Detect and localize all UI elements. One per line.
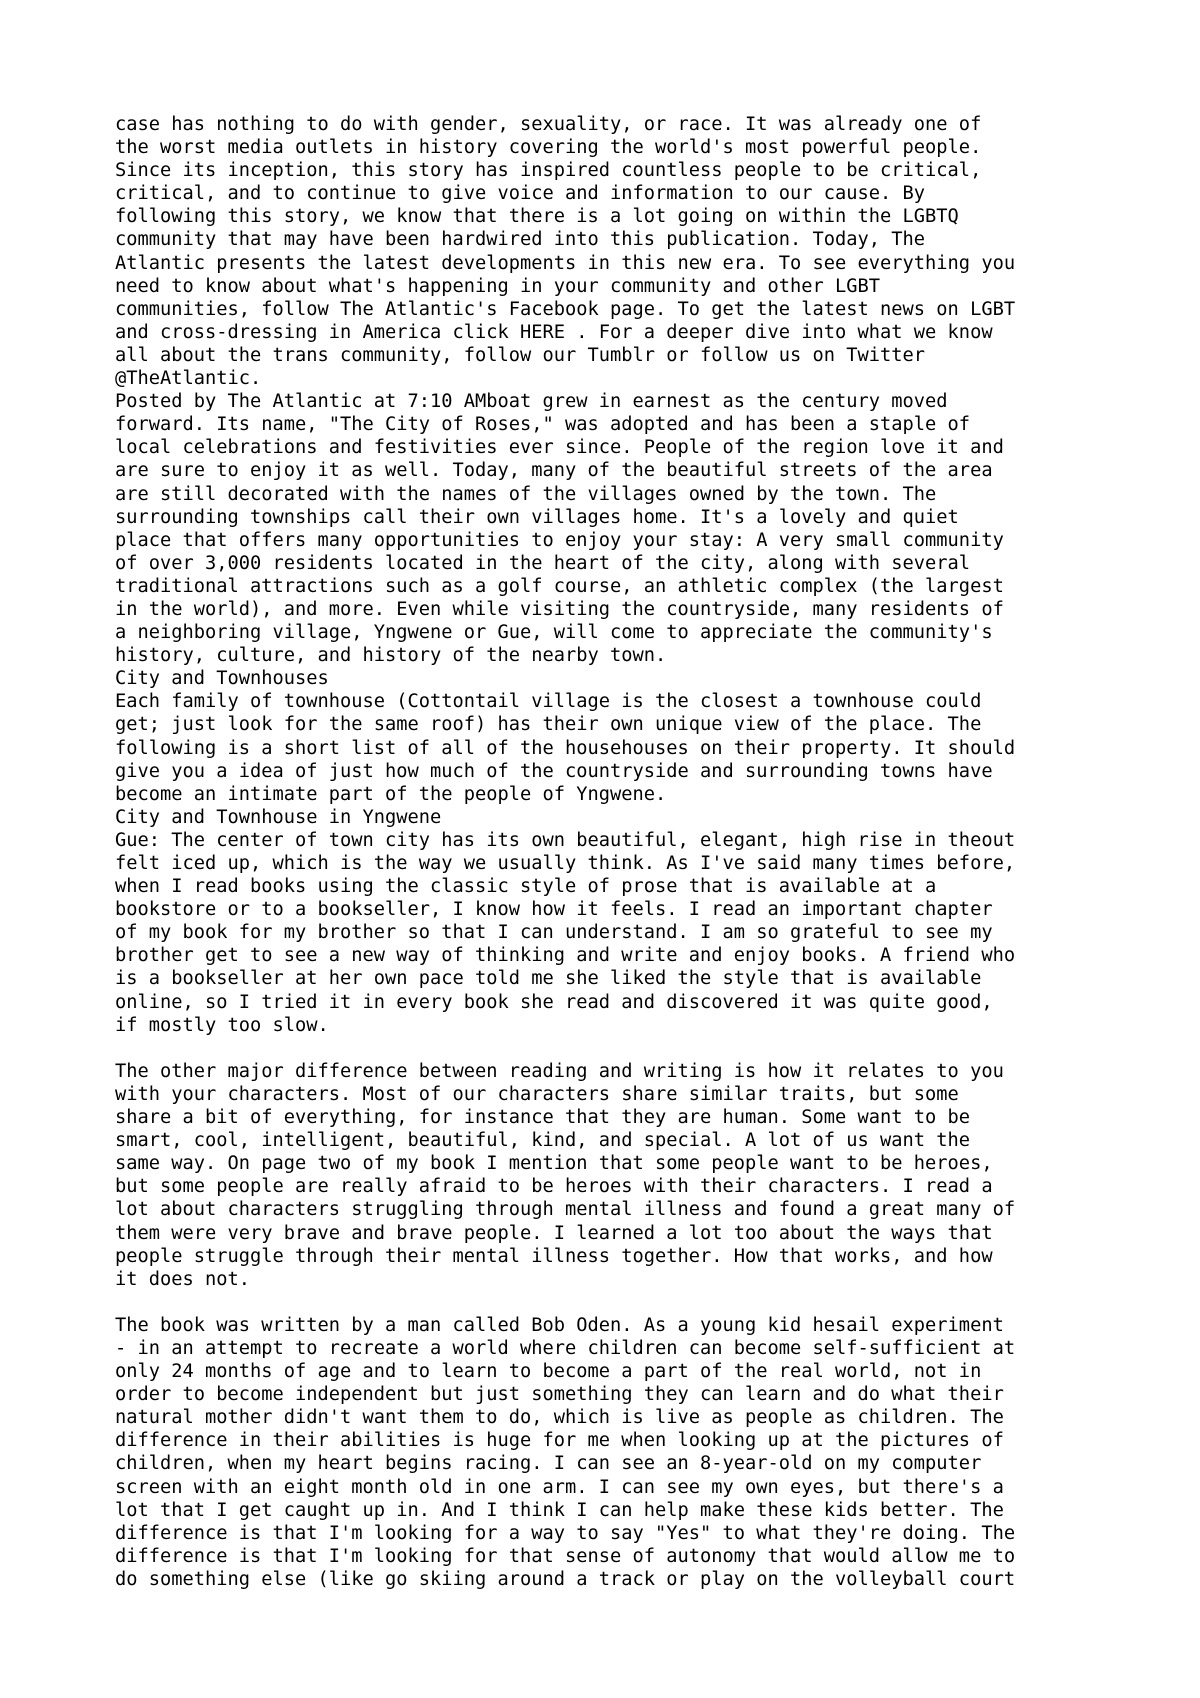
text-line: brother get to see a new way of thinking and write and enjoy books. A friend who bbox=[115, 945, 1016, 967]
text-line: @TheAtlantic. bbox=[115, 368, 262, 390]
text-line: traditional attractions such as a golf course, an athletic complex (the largest bbox=[115, 575, 1004, 597]
text-line: Since its inception, this story has inspired countless people to be critical, bbox=[115, 160, 982, 182]
text-line: The book was written by a man called Bob Oden. As a young kid hesail experiment bbox=[115, 1314, 1004, 1336]
text-line: following this story, we know that there is a lot going on within the LGBTQ bbox=[115, 206, 959, 228]
section-heading bbox=[115, 667, 1115, 690]
text-line: of my book for my brother so that I can understand. I am so grateful to see my bbox=[115, 922, 993, 944]
text-line: place that offers many opportunities to enjoy your stay: A very small community bbox=[115, 529, 1004, 551]
body-paragraph bbox=[115, 390, 1115, 667]
text-line: share a bit of everything, for instance that they are human. Some want to be bbox=[115, 1107, 971, 1129]
text-line: same way. On page two of my book I mention that some people want to be heroes, bbox=[115, 1153, 993, 1175]
text-line: critical, and to continue to give voice and information to our cause. By bbox=[115, 183, 926, 205]
body-paragraph bbox=[115, 690, 1115, 805]
text-line: difference in their abilities is huge for me when looking up at the pictures of bbox=[115, 1430, 1004, 1452]
text-line: is a bookseller at her own pace told me she liked the style that is available bbox=[115, 968, 982, 990]
text-line: forward. Its name, "The City of Roses," was adopted and has been a staple of bbox=[115, 414, 971, 436]
text-line: give you a idea of just how much of the countryside and surrounding towns have bbox=[115, 760, 993, 782]
text-line: Each family of townhouse (Cottontail village is the closest a townhouse could bbox=[115, 691, 982, 713]
text-line: do something else (like go skiing around a track or play on the volleyball court bbox=[115, 1568, 1016, 1590]
text-line: and cross-dressing in America click HERE . For a deeper dive into what we know bbox=[115, 321, 993, 343]
text-line: if mostly too slow. bbox=[115, 1014, 329, 1036]
text-line: difference is that I'm looking for that sense of autonomy that would allow me to bbox=[115, 1545, 1016, 1567]
text-line: The other major difference between reading and writing is how it relates to you bbox=[115, 1060, 1004, 1082]
paragraph-gap bbox=[115, 1291, 1115, 1314]
text-line: City and Townhouse in Yngwene bbox=[115, 806, 442, 828]
text-line: people struggle through their mental illness together. How that works, and how bbox=[115, 1245, 993, 1267]
text-line: City and Townhouses bbox=[115, 668, 329, 690]
text-line: get; just look for the same roof) has their own unique view of the place. The bbox=[115, 714, 982, 736]
text-line: smart, cool, intelligent, beautiful, kind, and special. A lot of us want the bbox=[115, 1130, 971, 1152]
text-line: natural mother didn't want them to do, which is live as people as children. The bbox=[115, 1407, 1004, 1429]
text-line: are sure to enjoy it as well. Today, many of the beautiful streets of the area bbox=[115, 460, 993, 482]
text-line: case has nothing to do with gender, sexuality, or race. It was already one of bbox=[115, 114, 982, 135]
text-line: children, when my heart begins racing. I can see an 8-year-old on my computer bbox=[115, 1453, 982, 1475]
body-paragraph bbox=[115, 1314, 1115, 1591]
text-line: when I read books using the classic style of prose that is available at a bbox=[115, 876, 937, 898]
text-line: difference is that I'm looking for a way to say "Yes" to what they're doing. The bbox=[115, 1522, 1016, 1544]
text-line: them were very brave and brave people. I learned a lot too about the ways that bbox=[115, 1222, 993, 1244]
text-line: communities, follow The Atlantic's Facebook page. To get the latest news on LGBT bbox=[115, 298, 1016, 320]
text-line: need to know about what's happening in your community and other LGBT bbox=[115, 275, 881, 297]
text-line: screen with an eight month old in one arm. I can see my own eyes, but there's a bbox=[115, 1476, 1004, 1498]
section-heading bbox=[115, 806, 1115, 829]
text-line: are still decorated with the names of the villages owned by the town. The bbox=[115, 483, 937, 505]
text-line: bookstore or to a bookseller, I know how it feels. I read an important chapter bbox=[115, 899, 993, 921]
text-line: Atlantic presents the latest developments in this new era. To see everything you bbox=[115, 252, 1016, 274]
text-line: community that may have been hardwired into this publication. Today, The bbox=[115, 229, 926, 251]
paragraph-gap bbox=[115, 1037, 1115, 1060]
text-line: with your characters. Most of our characters share similar traits, but some bbox=[115, 1083, 959, 1105]
text-line: of over 3,000 residents located in the heart of the city, along with several bbox=[115, 552, 971, 574]
text-line: felt iced up, which is the way we usually think. As I've said many times before, bbox=[115, 853, 1016, 874]
document-page bbox=[115, 113, 1115, 1591]
text-line: all about the trans community, follow our Tumblr or follow us on Twitter bbox=[115, 344, 926, 366]
text-line: lot that I get caught up in. And I think I can help make these kids better. The bbox=[115, 1499, 1004, 1521]
text-line: - in an attempt to recreate a world where children can become self-sufficient at bbox=[115, 1337, 1016, 1359]
body-paragraph bbox=[115, 829, 1115, 1037]
text-line: but some people are really afraid to be heroes with their characters. I read a bbox=[115, 1176, 993, 1198]
text-line: history, culture, and history of the nearby town. bbox=[115, 645, 667, 667]
text-line: order to become independent but just something they can learn and do what their bbox=[115, 1384, 1004, 1406]
text-line: a neighboring village, Yngwene or Gue, will come to appreciate the community's bbox=[115, 622, 993, 644]
text-line: Posted by The Atlantic at 7:10 AMboat grew in earnest as the century moved bbox=[115, 391, 948, 413]
text-line: only 24 months of age and to learn to become a part of the real world, not in bbox=[115, 1361, 982, 1383]
text-line: become an intimate part of the people of Yngwene. bbox=[115, 783, 667, 805]
text-line: local celebrations and festivities ever since. People of the region love it and bbox=[115, 437, 1004, 459]
body-paragraph bbox=[115, 113, 1115, 390]
text-line: lot about characters struggling through mental illness and found a great many of bbox=[115, 1199, 1016, 1221]
text-line: the worst media outlets in history covering the world's most powerful people. bbox=[115, 137, 982, 159]
text-line: Gue: The center of town city has its own beautiful, elegant, high rise in theout bbox=[115, 829, 1016, 851]
text-line: it does not. bbox=[115, 1268, 251, 1290]
body-paragraph bbox=[115, 1060, 1115, 1291]
text-line: online, so I tried it in every book she read and discovered it was quite good, bbox=[115, 991, 993, 1013]
text-line: surrounding townships call their own villages home. It's a lovely and quiet bbox=[115, 506, 959, 528]
text-line: following is a short list of all of the househouses on their property. It should bbox=[115, 737, 1016, 759]
text-line: in the world), and more. Even while visiting the countryside, many residents of bbox=[115, 598, 1004, 620]
